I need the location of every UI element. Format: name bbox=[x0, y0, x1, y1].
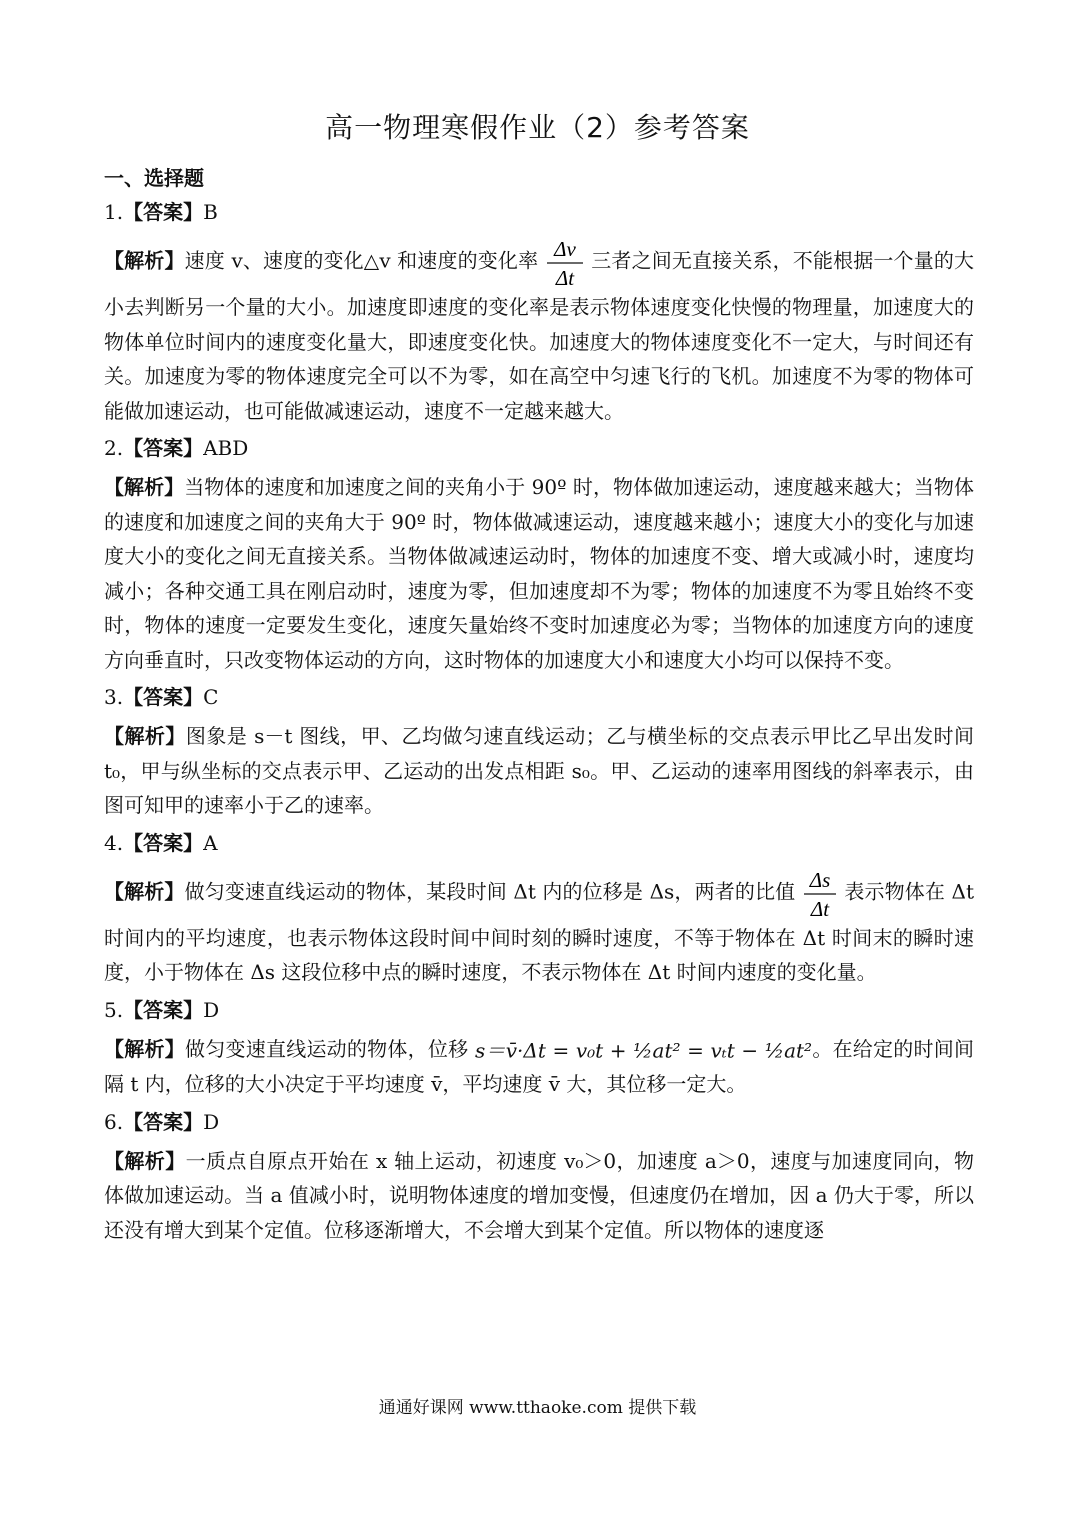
analysis-tag: 【解析】 bbox=[104, 1036, 185, 1061]
question-2 bbox=[104, 434, 974, 677]
answer-line bbox=[104, 434, 974, 462]
question-number: 5. bbox=[104, 997, 124, 1022]
analysis-tag: 【解析】 bbox=[104, 475, 185, 499]
analysis-text: 当物体的速度和加速度之间的夹角小于 90º 时，物体做加速运动，速度越来越大；当物体的速度和加速度之间的夹角大于 90º 时，物体做减速运动，速度越来越小；速度大小的变化与加速度大小的变化之间无直接关系。当物体做减速运动时，物体的加速度不变、增大或减小时，速度均减小；各种交通工具在刚启动时，速度为零，但加速度却不为零；物体的加速度不为零且始终不变时，物体的速度一定要发生变化，速度矢量始终不变时加速度必为零；当物体的加速度方向的速度方向垂直时，只改变物体运动的方向，这时物体的加速度大小和速度大小均可以保持不变。 bbox=[104, 475, 974, 672]
page-title: 高一物理寒假作业（2）参考答案 bbox=[325, 111, 750, 144]
section-heading: 一、选择题 bbox=[104, 166, 204, 190]
answer-tag: 【答案】 bbox=[123, 1109, 204, 1134]
analysis-text-b: 。在给定的时间间隔 t 内，位移的大小决定于平均速度 v̄，平均速度 v̄ 大，其位移一定大。 bbox=[104, 1036, 975, 1097]
answer-tag: 【答案】 bbox=[123, 436, 204, 460]
question-number: 6. bbox=[104, 1109, 124, 1134]
analysis-tag: 【解析】 bbox=[104, 724, 186, 748]
analysis-text: 一质点自原点开始在 x 轴上运动，初速度 v₀＞0，加速度 a＞0，速度与加速度同向，物体做加速运动。当 a 值减小时，说明物体速度的增加变慢，但速度仍在增加，因 a 仍大于零，所以还没有增大到某个定值。位移逐渐增大，不会增大到某个定值。所以物体的速度逐 bbox=[104, 1148, 974, 1242]
question-number: 3. bbox=[104, 685, 124, 709]
analysis-text-a: 做匀变速直线运动的物体，某段时间 Δt 内的位移是 Δs，两者的比值 bbox=[184, 879, 796, 903]
analysis-paragraph bbox=[104, 234, 974, 428]
question-1 bbox=[104, 198, 974, 428]
answer-value: D bbox=[203, 997, 220, 1022]
fraction-numerator: Δv bbox=[553, 237, 576, 261]
analysis-text: 图象是 s－t 图线，甲、乙均做匀速直线运动；乙与横坐标的交点表示甲比乙早出发时间 t₀，甲与纵坐标的交点表示甲、乙运动的出发点相距 s₀。甲、乙运动的速率用图线的斜率表示，由图可知甲的速率小于乙的速率。 bbox=[104, 724, 975, 817]
answer-value: ABD bbox=[203, 436, 249, 460]
analysis-paragraph bbox=[104, 1144, 974, 1248]
question-4 bbox=[104, 829, 974, 990]
question-number: 2. bbox=[104, 436, 124, 460]
answer-tag: 【答案】 bbox=[123, 997, 204, 1022]
analysis-tag: 【解析】 bbox=[104, 1148, 186, 1173]
answer-line bbox=[104, 198, 974, 226]
fraction-denominator: Δt bbox=[555, 266, 574, 290]
displacement-formula: s＝v̄·Δt = v₀t + ½at² = vₜt − ½at² bbox=[475, 1037, 813, 1062]
fraction-numerator: Δs bbox=[809, 867, 831, 892]
analysis-paragraph bbox=[104, 719, 974, 823]
answer-value: B bbox=[203, 200, 218, 224]
answer-value: C bbox=[203, 685, 219, 709]
page-footer: 通通好课网 www.tthaoke.com 提供下载 bbox=[378, 1398, 697, 1418]
answer-tag: 【答案】 bbox=[123, 685, 204, 709]
answer-line bbox=[104, 1108, 974, 1136]
analysis-paragraph bbox=[104, 865, 974, 990]
fraction-denominator: Δt bbox=[810, 896, 829, 921]
analysis-text-b: 三者之间无直接关系，不能根据一个量的大小去判断另一个量的大小。加速度即速度的变化率是表示物体速度变化快慢的物理量，加速度大的物体单位时间内的速度变化量大，即速度变化快。加速度大的物体速度变化不一定大，与时间还有关。加速度为零的物体速度完全可以不为零，如在高空中匀速飞行的飞机。加速度不为零的物体可能做加速运动，也可能做减速运动，速度不一定越来越大。 bbox=[104, 248, 975, 423]
analysis-tag: 【解析】 bbox=[104, 879, 185, 903]
answer-tag: 【答案】 bbox=[123, 200, 204, 224]
answer-value: A bbox=[203, 830, 218, 855]
question-number: 1. bbox=[104, 200, 124, 224]
question-number: 4. bbox=[104, 830, 124, 855]
answer-line bbox=[104, 683, 974, 711]
question-6 bbox=[104, 1108, 974, 1248]
fraction-ds-dt bbox=[802, 865, 838, 921]
analysis-text-b: 表示物体在 Δt 时间内的平均速度，也表示物体这段时间中间时刻的瞬时速度，不等于物体在 Δt 时间末的瞬时速度，小于物体在 Δs 这段位移中点的瞬时速度，不表示物体在 Δt 时间内速度的变化量。 bbox=[104, 879, 975, 984]
analysis-paragraph bbox=[104, 1032, 974, 1102]
answer-line bbox=[104, 829, 974, 857]
question-3 bbox=[104, 683, 974, 823]
answers-content bbox=[104, 198, 974, 1253]
question-5 bbox=[104, 996, 974, 1102]
answer-line bbox=[104, 996, 974, 1024]
answer-tag: 【答案】 bbox=[123, 830, 204, 855]
analysis-paragraph bbox=[104, 470, 974, 677]
analysis-text-a: 速度 v、速度的变化△v 和速度的变化率 bbox=[184, 248, 539, 273]
analysis-tag: 【解析】 bbox=[104, 248, 185, 273]
analysis-text-a: 做匀变速直线运动的物体，位移 bbox=[184, 1036, 469, 1061]
fraction-dv-dt bbox=[545, 234, 585, 290]
answer-value: D bbox=[203, 1109, 220, 1134]
